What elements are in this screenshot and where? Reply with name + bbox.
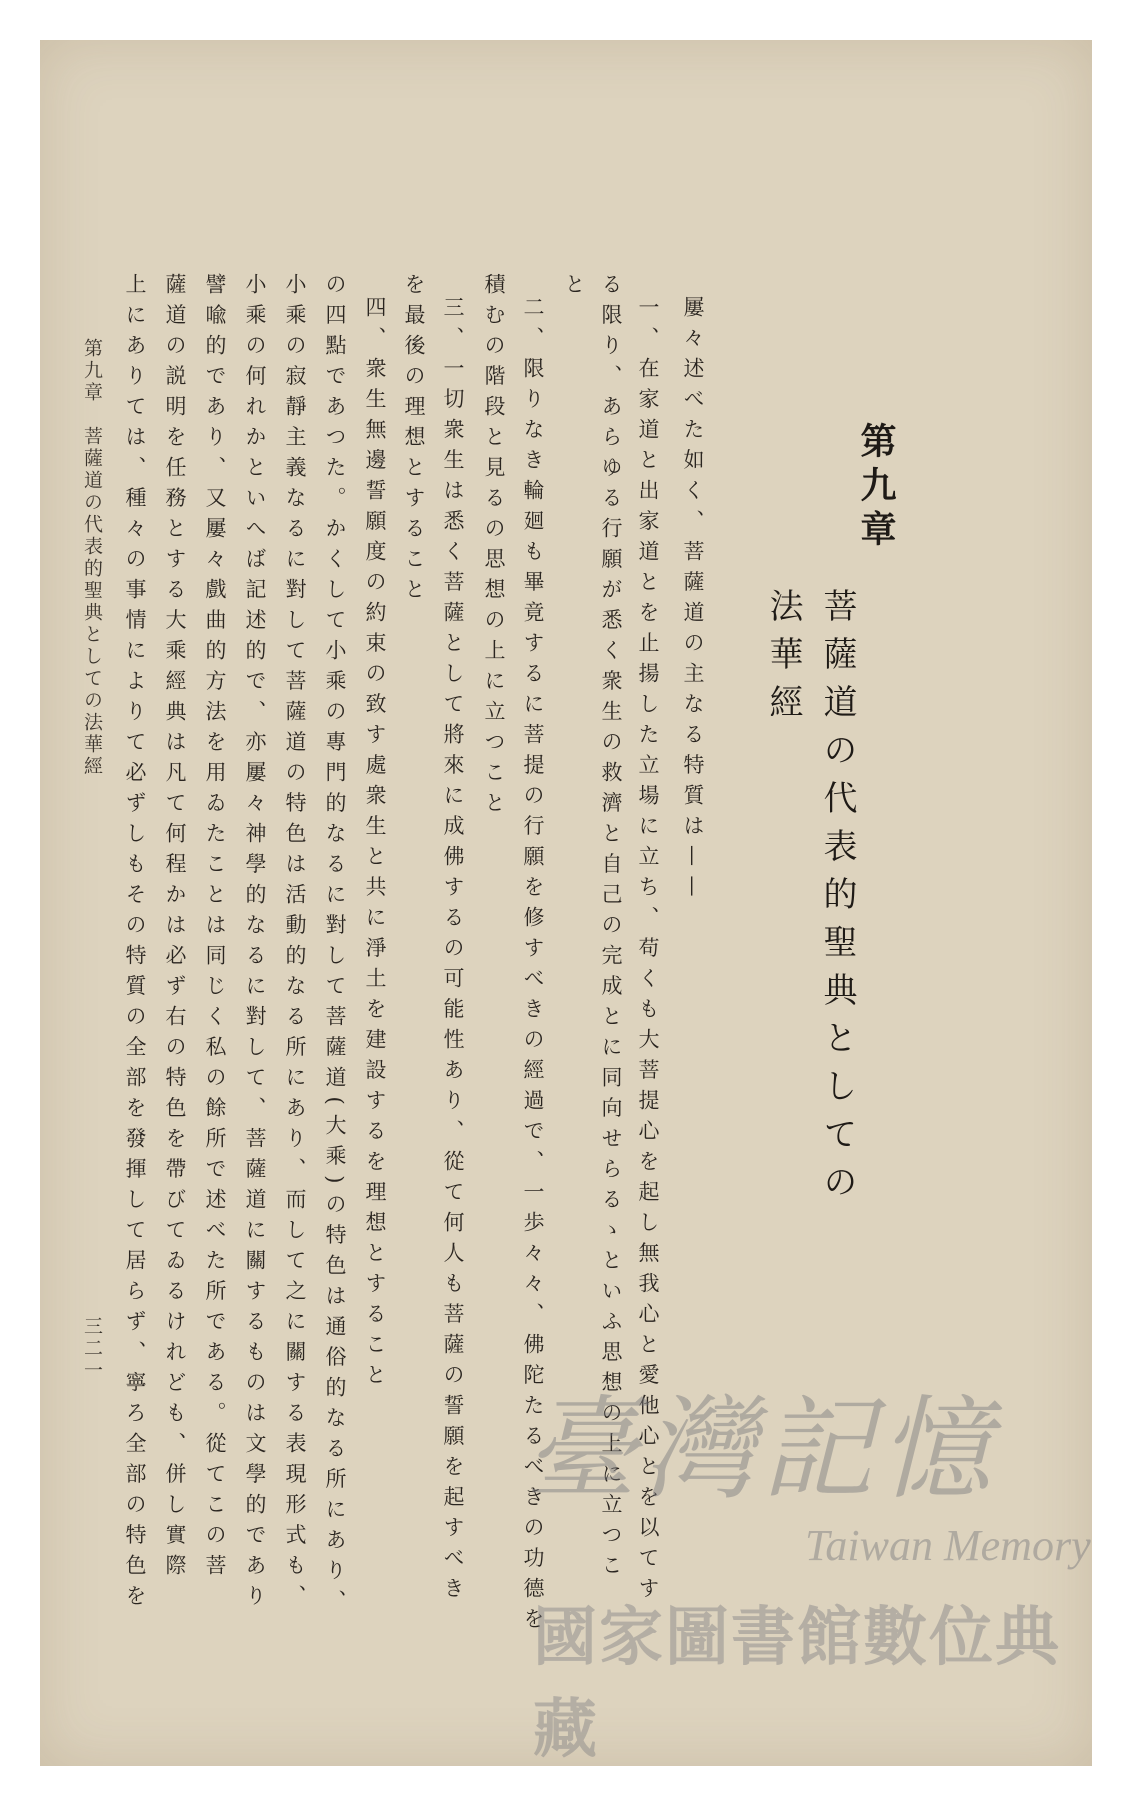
body-line: 四、衆生無邊誓願度の約束の致す處衆生と共に淨土を建設するを理想とすること [363,296,387,1394]
watermark-logo [485,1360,1092,1766]
chapter-number: 第九章 [855,422,897,554]
body-line: 小乘の寂靜主義なるに對して菩薩道の特色は活動的なる所にあり、而して之に關する表現形式も、 [283,273,307,1615]
body-line: 積むの階段と見るの思想の上に立つこと [482,273,506,822]
body-line: 二、限りなき輪廻も畢竟するに菩提の行願を修すべきの經過で、一歩々々、佛陀たるべきの功德を [521,296,545,1638]
book-page [40,40,1092,1766]
page-number: 三二一 [81,1316,103,1382]
body-line: 一、在家道と出家道とを止揚した立場に立ち、苟くも大菩提心を起し無我心と愛他心とを以てす [636,296,660,1608]
body-line: 譬喩的であり、又屢々戲曲的方法を用ゐたことは同じく私の餘所で述べた所である。從てこの菩 [203,273,227,1585]
body-line: と [562,273,586,304]
body-line: る限り、あらゆる行願が悉く衆生の救濟と自己の完成とに同向せらるゝといふ思想の上に立つこ [599,273,623,1585]
body-line: 上にありては、種々の事情によりて必ずしもその特質の全部を發揮して居らず、寧ろ全部の特色を [123,273,147,1615]
watermark-english: Taiwan Memory [805,1521,1091,1570]
body-line: 屢々述べた如く、菩薩道の主なる特質は—— [681,296,705,906]
body-line: の四點であつた。かくして小乘の專門的なるに對して菩薩道(大乘)の特色は通俗的なる所にあり、 [323,273,347,1620]
body-line: 三、一切衆生は悉く菩薩として將來に成佛するの可能性あり、從て何人も菩薩の誓願を起すべき [441,296,465,1608]
body-line: を最後の理想とすること [402,273,426,609]
body-line: 薩道の説明を任務とする大乘經典は凡て何程かは必ず右の特色を帶びてゐるけれども、併し實際 [163,273,187,1585]
chapter-title-line1: 菩薩道の代表的聖典としての [817,588,857,1212]
watermark-chinese: 國家圖書館數位典藏 [533,1601,1061,1766]
body-line: 小乘の何れかといへば記述的で、亦屢々神學的なるに對して、菩薩道に關するものは文學的であり [243,273,267,1615]
watermark-calligraphy: 臺灣記憶 [525,1385,997,1515]
running-head: 第九章 菩薩道の代表的聖典としての法華經 [81,338,103,778]
chapter-title-line2: 法華經 [763,588,803,732]
